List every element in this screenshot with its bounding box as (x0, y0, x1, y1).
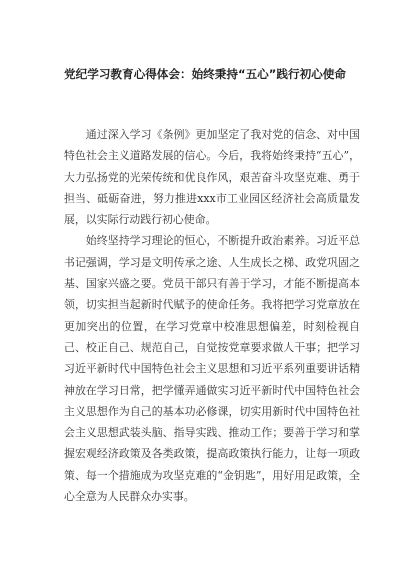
paragraph-study-theory: 始终坚持学习理论的恒心，不断提升政治素养。习近平总书记强调，学习是文明传承之途、人生成长之梯、政党巩固之基、国家兴盛之要。党员干部只有善于学习，才能不断提高本领，切实担当起新时代赋予的使命任务。我将把学习党章放在更加突出的位置，在学习党章中校准思想偏差，时刻检视自己、校正自己、规范自己，自觉按党章要求做人干事；把学习习近平新时代中国特色社会主义思想和习近平系列重要讲话精神放在学习日常，把学懂弄通做实习近平新时代中国特色社会主义思想作为自己的基本功必修课，切实用新时代中国特色社会主义思想武装头脑、指导实践、推动工作；要善于学习和掌握宏观经济政策及各类政策，提高政策执行能力，让每一项政策、每一个措施成为攻坚克难的“金钥匙”，用好用足政策，全心全意为人民群众办实事。 (64, 234, 360, 504)
document-title: 党纪学习教育心得体会：始终秉持“五心”践行初心使命 (64, 67, 346, 81)
document-body (64, 124, 360, 507)
paragraph-intro: 通过深入学习《条例》更加坚定了我对党的信念、对中国特色社会主义道路发展的信心。今后，我将始终秉持“五心”，大力弘扬党的光荣传统和优良作风，艰苦奋斗攻坚克难、勇于担当、砥砺奋进，努力推进xxx市工业园区经济社会高质量发展，以实际行动践行初心使命。 (64, 128, 360, 227)
